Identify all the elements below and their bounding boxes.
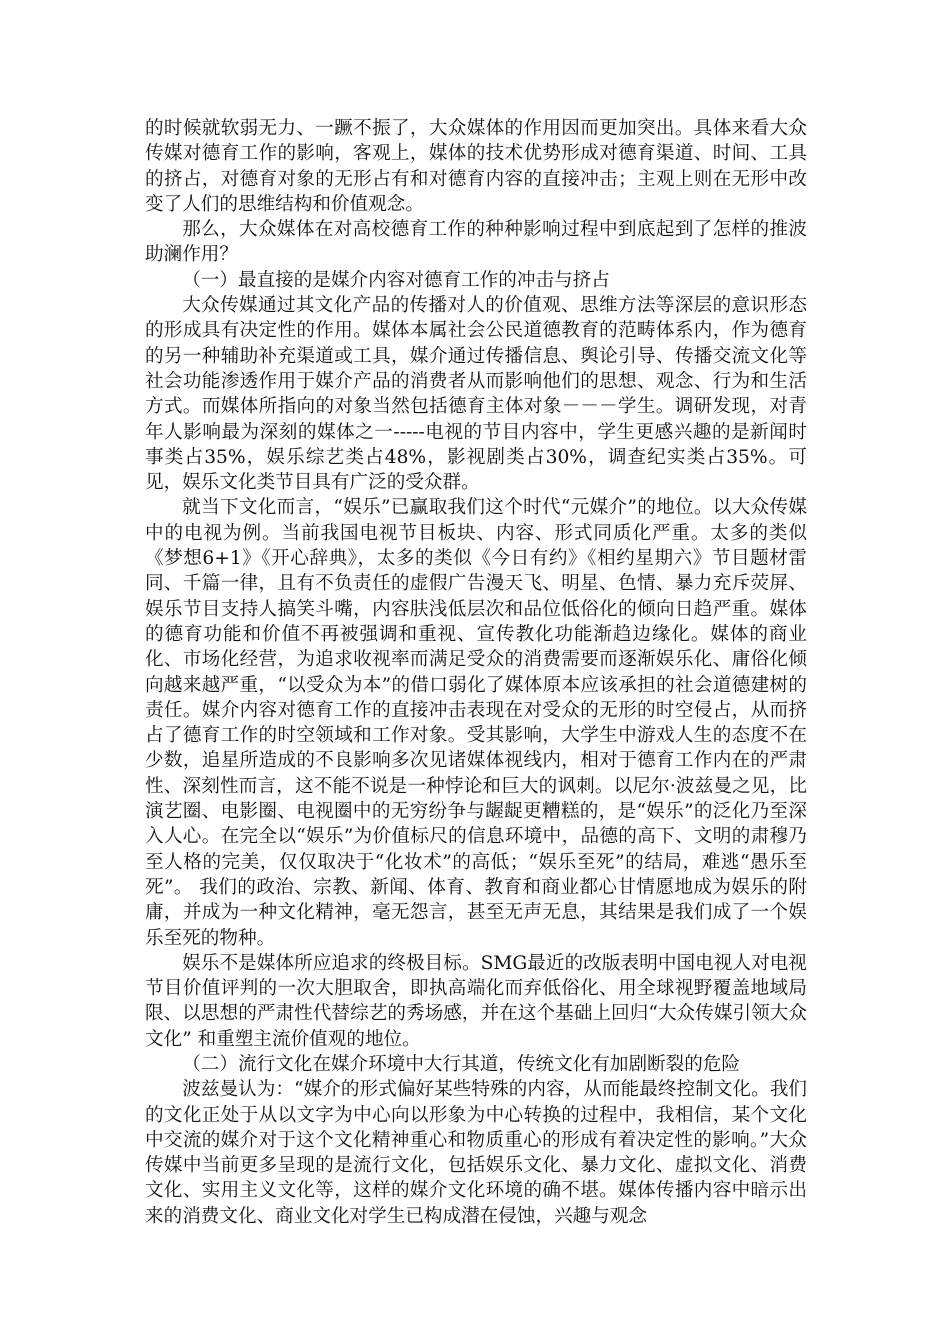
paragraph-entertainment: 就当下文化而言，“娱乐”已赢取我们这个时代“元媒介”的地位。以大众传媒中的电视为例。当前我国电视节目板块、内容、形式同质化严重。太多的类似《梦想6+1》《开心辞典》，太多的类似《今日有约》《相约星期六》节目题材雷同、千篇一律，且有不负责任的虚假广告漫天飞、明星、色情、暴力充斥荧屏、娱乐节目支持人搞笑斗嘴，内容肤浅低层次和品位低俗化的倾向日趋严重。媒体的德育功能和价值不再被强调和重视、宣传教化功能渐趋边缘化。媒体的商业化、市场化经营，为追求收视率而满足受众的消费需要而逐渐娱乐化、庸俗化倾向越来越严重，“以受众为本”的借口弱化了媒体原本应该承担的社会道德建树的责任。媒介内容对德育工作的直接冲击表现在对受众的无形的时空侵占，从而挤占了德育工作的时空领域和工作对象。受其影响，大学生中游戏人生的态度不在少数，追星所造成的不良影响多次见诸媒体视线内，相对于德育工作内在的严肃性、深刻性而言，这不能不说是一种悖论和巨大的讽刺。以尼尔·波兹曼之见，比演艺圈、电影圈、电视圈中的无穷纷争与龌龊更糟糕的，是“娱乐”的泛化乃至深入人心。在完全以“娱乐”为价值标尺的信息环境中，品德的高下、文明的肃穆乃至人格的完美，仅仅取决于“化妆术”的高低；“娱乐至死”的结局，难逃“愚乐至死”。 我们的政治、宗教、新闻、体育、教育和商业都心甘情愿地成为娱乐的附庸，并成为一种文化精神，毫无怨言，甚至无声无息，其结果是我们成了一个娱乐至死的物种。 (145, 497, 807, 949)
section-heading-2: （二）流行文化在媒介环境中大行其道，传统文化有加剧断裂的危险 (182, 1053, 741, 1075)
paragraph-smg-reform: 娱乐不是媒体所应追求的终极目标。SMG最近的改版表明中国电视人对电视节目价值评判的一次大胆取舍，即执高端化而弃低俗化、用全球视野覆盖地域局限、以思想的严肃性代替综艺的秀场感，并在这个基础上回归“大众传媒引领大众文化” 和重塑主流价值观的地位。 (145, 952, 807, 1050)
paragraph-popular-culture: 波兹曼认为：“媒介的形式偏好某些特殊的内容，从而能最终控制文化。我们的文化正处于从以文字为中心向以形象为中心转换的过程中，我相信，某个文化中交流的媒介对于这个文化精神重心和物质重心的形成有着决定性的影响。”大众传媒中当前更多呈现的是流行文化，包括娱乐文化、暴力文化、虚拟文化、消费文化、实用主义文化等，这样的媒介文化环境的确不堪。媒体传播内容中暗示出来的消费文化、商业文化对学生已构成潜在侵蚀，兴趣与观念 (145, 1079, 807, 1227)
paragraph-question: 那么，大众媒体在对高校德育工作的种种影响过程中到底起到了怎样的推波助澜作用？ (145, 219, 807, 266)
document-page (145, 116, 807, 1256)
section-heading-1: （一）最直接的是媒介内容对德育工作的冲击与挤占 (182, 269, 610, 291)
paragraph-continuation: 的时候就软弱无力、一蹶不振了，大众媒体的作用因而更加突出。具体来看大众传媒对德育工作的影响，客观上，媒体的技术优势形成对德育渠道、时间、工具的挤占，对德育对象的无形占有和对德育内容的直接冲击；主观上则在无形中改变了人们的思维结构和价值观念。 (145, 118, 807, 215)
paragraph-media-influence: 大众传媒通过其文化产品的传播对人的价值观、思维方法等深层的意识形态的形成具有决定性的作用。媒体本属社会公民道德教育的范畴体系内，作为德育的另一种辅助补充渠道或工具，媒介通过传播信息、舆论引导、传播交流文化等社会功能渗透作用于媒介产品的消费者从而影响他们的思想、观念、行为和生活方式。而媒体所指向的对象当然包括德育主体对象－－－学生。调研发现，对青年人影响最为深刻的媒体之一-----电视的节目内容中，学生更感兴趣的是新闻时事类占35%，娱乐综艺类占48%，影视剧类占30%，调查纪实类占35%。可见，娱乐文化类节目具有广泛的受众群。 (145, 295, 807, 494)
